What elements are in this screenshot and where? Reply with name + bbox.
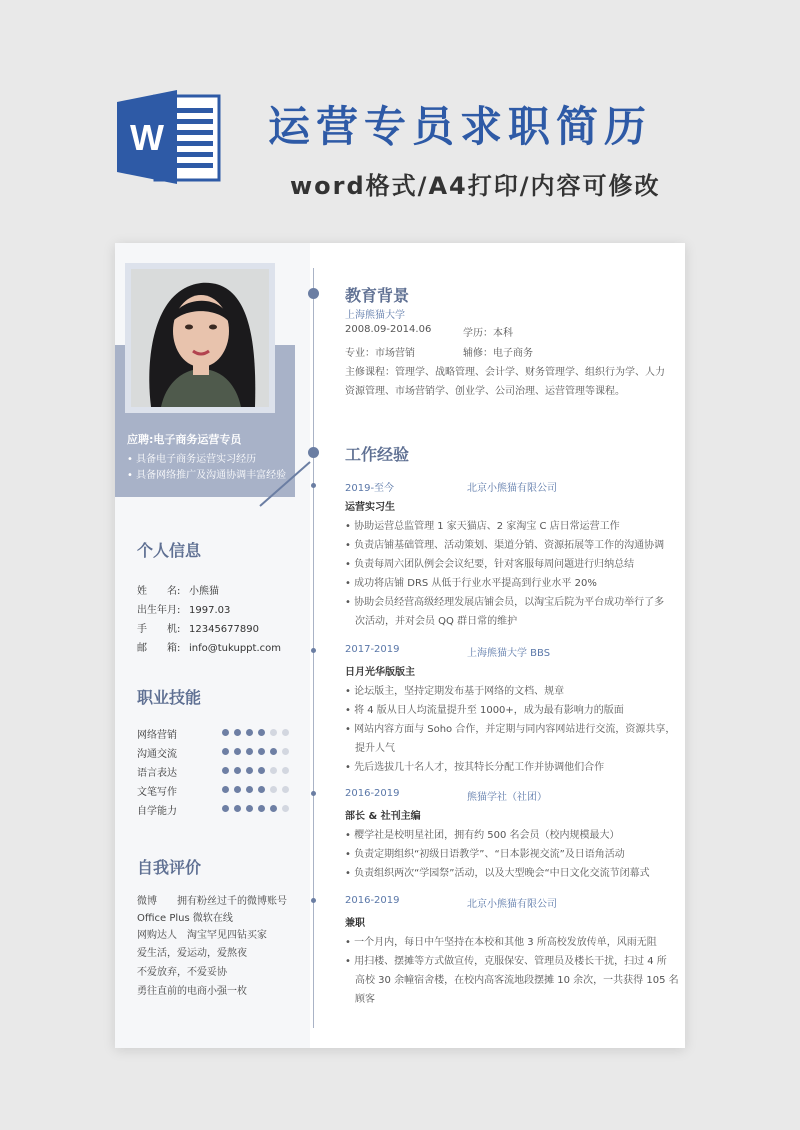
- svg-text:W: W: [130, 117, 164, 158]
- skill-label: 沟通交流: [137, 749, 177, 760]
- rating-dot: [222, 786, 229, 793]
- page-title: 运营专员求职简历: [268, 102, 653, 151]
- edu-courses: 资源管理、市场营销学、创业学、公司治理、运营管理等课程。: [345, 386, 625, 397]
- job-company: 熊猫学社（社团）: [467, 792, 547, 803]
- rating-dot: [246, 786, 253, 793]
- self-line: 爱生活，爱运动，爱熬夜: [137, 948, 247, 959]
- info-row-birth: 出生年月: 1997.03: [137, 605, 231, 616]
- rating-dot: [258, 805, 265, 812]
- job-company: 北京小熊猫有限公司: [467, 483, 557, 494]
- rating-dot: [222, 748, 229, 755]
- job-duty: • 负责店铺基础管理、活动策划、渠道分销、资源拓展等工作的沟通协调: [345, 540, 665, 551]
- self-line: Office Plus 微软在线: [137, 913, 233, 924]
- rating-dot: [270, 748, 277, 755]
- rating-dot: [270, 805, 277, 812]
- education-heading: 教育背景: [345, 286, 410, 305]
- rating-dot: [282, 786, 289, 793]
- self-line: 微博 拥有粉丝过千的微博账号: [137, 896, 287, 907]
- edu-degree: 学历：本科: [463, 328, 513, 339]
- skill-row: [137, 802, 177, 817]
- rating-dot: [246, 767, 253, 774]
- skill-rating: [222, 729, 289, 736]
- job-duty: • 一个月内，每日中午坚持在本校和其他 3 所高校发放传单，风雨无阻: [345, 937, 657, 948]
- rating-dot: [270, 767, 277, 774]
- timeline-dot: [308, 288, 319, 299]
- apply-line: • 具备网络推广及沟通协调丰富经验: [127, 470, 287, 481]
- skill-label: 网络营销: [137, 730, 177, 741]
- job-duty: 次活动，并对会员 QQ 群日常的维护: [345, 616, 518, 627]
- rating-dot: [234, 786, 241, 793]
- job-duty: • 负责组织两次“学园祭”活动，以及大型晚会“中日文化交流节闭幕式: [345, 868, 650, 879]
- timeline-marker: [311, 648, 316, 653]
- job-company: 北京小熊猫有限公司: [467, 899, 557, 910]
- skill-row: [137, 764, 177, 779]
- skill-row: [137, 726, 177, 741]
- rating-dot: [246, 729, 253, 736]
- personal-heading: 个人信息: [137, 541, 202, 560]
- timeline-dot: [308, 447, 319, 458]
- skills-heading: 职业技能: [137, 688, 202, 707]
- skill-row: [137, 745, 177, 760]
- job-duty: 顾客: [345, 994, 375, 1005]
- skill-row: [137, 783, 177, 798]
- skill-rating: [222, 805, 289, 812]
- rating-dot: [282, 767, 289, 774]
- job-duty: • 成功将店铺 DRS 从低于行业水平提高到行业水平 20%: [345, 578, 597, 589]
- rating-dot: [246, 748, 253, 755]
- job-duty: 提升人气: [345, 743, 395, 754]
- skill-rating: [222, 748, 289, 755]
- rating-dot: [222, 805, 229, 812]
- rating-dot: [234, 767, 241, 774]
- apply-line: • 具备电子商务运营实习经历: [127, 454, 257, 465]
- rating-dot: [258, 767, 265, 774]
- self-line: 网购达人 淘宝罕见四钻买家: [137, 930, 267, 941]
- self-line: 勇往直前的电商小强一枚: [137, 986, 247, 997]
- job-date: 2016-2019: [345, 895, 400, 906]
- decorative-slash: [255, 458, 315, 508]
- rating-dot: [222, 729, 229, 736]
- self-heading: 自我评价: [137, 858, 202, 877]
- job-date: 2019-至今: [345, 483, 395, 494]
- rating-dot: [258, 729, 265, 736]
- rating-dot: [282, 729, 289, 736]
- job-role: 日月光华版版主: [345, 667, 415, 678]
- rating-dot: [234, 805, 241, 812]
- job-role: 兼职: [345, 918, 365, 929]
- job-date: 2017-2019: [345, 644, 400, 655]
- job-duty: • 网站内容方面与 Soho 合作，并定期与同内容网站进行交流，资源共享，: [345, 724, 676, 735]
- resume-page: [115, 243, 685, 1048]
- self-line: 不爱放弃，不爱妥协: [137, 967, 227, 978]
- word-document-icon: [117, 88, 223, 186]
- skill-label: 文笔写作: [137, 787, 177, 798]
- rating-dot: [258, 748, 265, 755]
- timeline-marker: [311, 898, 316, 903]
- skill-label: 自学能力: [137, 806, 177, 817]
- job-duty: • 樱学社是校明星社团，拥有约 500 名会员（校内规模最大）: [345, 830, 620, 841]
- rating-dot: [282, 748, 289, 755]
- skill-rating: [222, 786, 289, 793]
- apply-position: 应聘:电子商务运营专员: [127, 433, 242, 446]
- job-company: 上海熊猫大学 BBS: [467, 648, 551, 659]
- job-duty: • 协助会员经营高级经理发展店铺会员，以淘宝后院为平台成功举行了多: [345, 597, 665, 608]
- page-subtitle: word格式/A4打印/内容可修改: [290, 172, 661, 200]
- info-row-name: 姓 名: 小熊猫: [137, 586, 219, 597]
- work-heading: 工作经验: [345, 445, 410, 464]
- job-duty: • 论坛版主，坚持定期发布基于网络的文档、规章: [345, 686, 565, 697]
- job-role: 部长 & 社刊主编: [345, 811, 421, 822]
- job-duty: 高校 30 余幢宿舍楼，在校内高客流地段摆摊 10 余次，一共获得 105 名: [345, 975, 679, 986]
- job-duty: • 用扫楼、摆摊等方式做宣传，克服保安、管理员及楼长干扰，扫过 4 所: [345, 956, 667, 967]
- job-duty: • 负责定期组织“初级日语教学”、“日本影视交流”及日语角活动: [345, 849, 625, 860]
- job-duty: • 负责每周六团队例会会议纪要，针对客服每周问题进行归纳总结: [345, 559, 635, 570]
- rating-dot: [258, 786, 265, 793]
- school-name: 上海熊猫大学: [345, 310, 405, 321]
- edu-courses: 主修课程：管理学、战略管理、会计学、财务管理学、组织行为学、人力: [345, 367, 665, 378]
- info-row-email: 邮 箱: info@tukuppt.com: [137, 643, 281, 654]
- rating-dot: [270, 729, 277, 736]
- job-duty: • 将 4 版从日人均流量提升至 1000+，成为最有影响力的版面: [345, 705, 624, 716]
- skill-rating: [222, 767, 289, 774]
- profile-photo: [125, 263, 275, 413]
- job-date: 2016-2019: [345, 788, 400, 799]
- rating-dot: [270, 786, 277, 793]
- edu-date: 2008.09-2014.06: [345, 324, 432, 335]
- timeline-marker: [311, 483, 316, 488]
- rating-dot: [246, 805, 253, 812]
- info-row-phone: 手 机: 12345677890: [137, 624, 259, 635]
- rating-dot: [234, 729, 241, 736]
- rating-dot: [222, 767, 229, 774]
- edu-minor: 辅修：电子商务: [463, 348, 533, 359]
- edu-major: 专业：市场营销: [345, 348, 415, 359]
- rating-dot: [282, 805, 289, 812]
- rating-dot: [234, 748, 241, 755]
- job-duty: • 先后选拔几十名人才，按其特长分配工作并协调他们合作: [345, 762, 605, 773]
- skill-label: 语言表达: [137, 768, 177, 779]
- job-duty: • 协助运营总监管理 1 家天猫店、2 家淘宝 C 店日常运营工作: [345, 521, 620, 532]
- timeline-marker: [311, 791, 316, 796]
- job-role: 运营实习生: [345, 502, 395, 513]
- avatar: [131, 269, 269, 407]
